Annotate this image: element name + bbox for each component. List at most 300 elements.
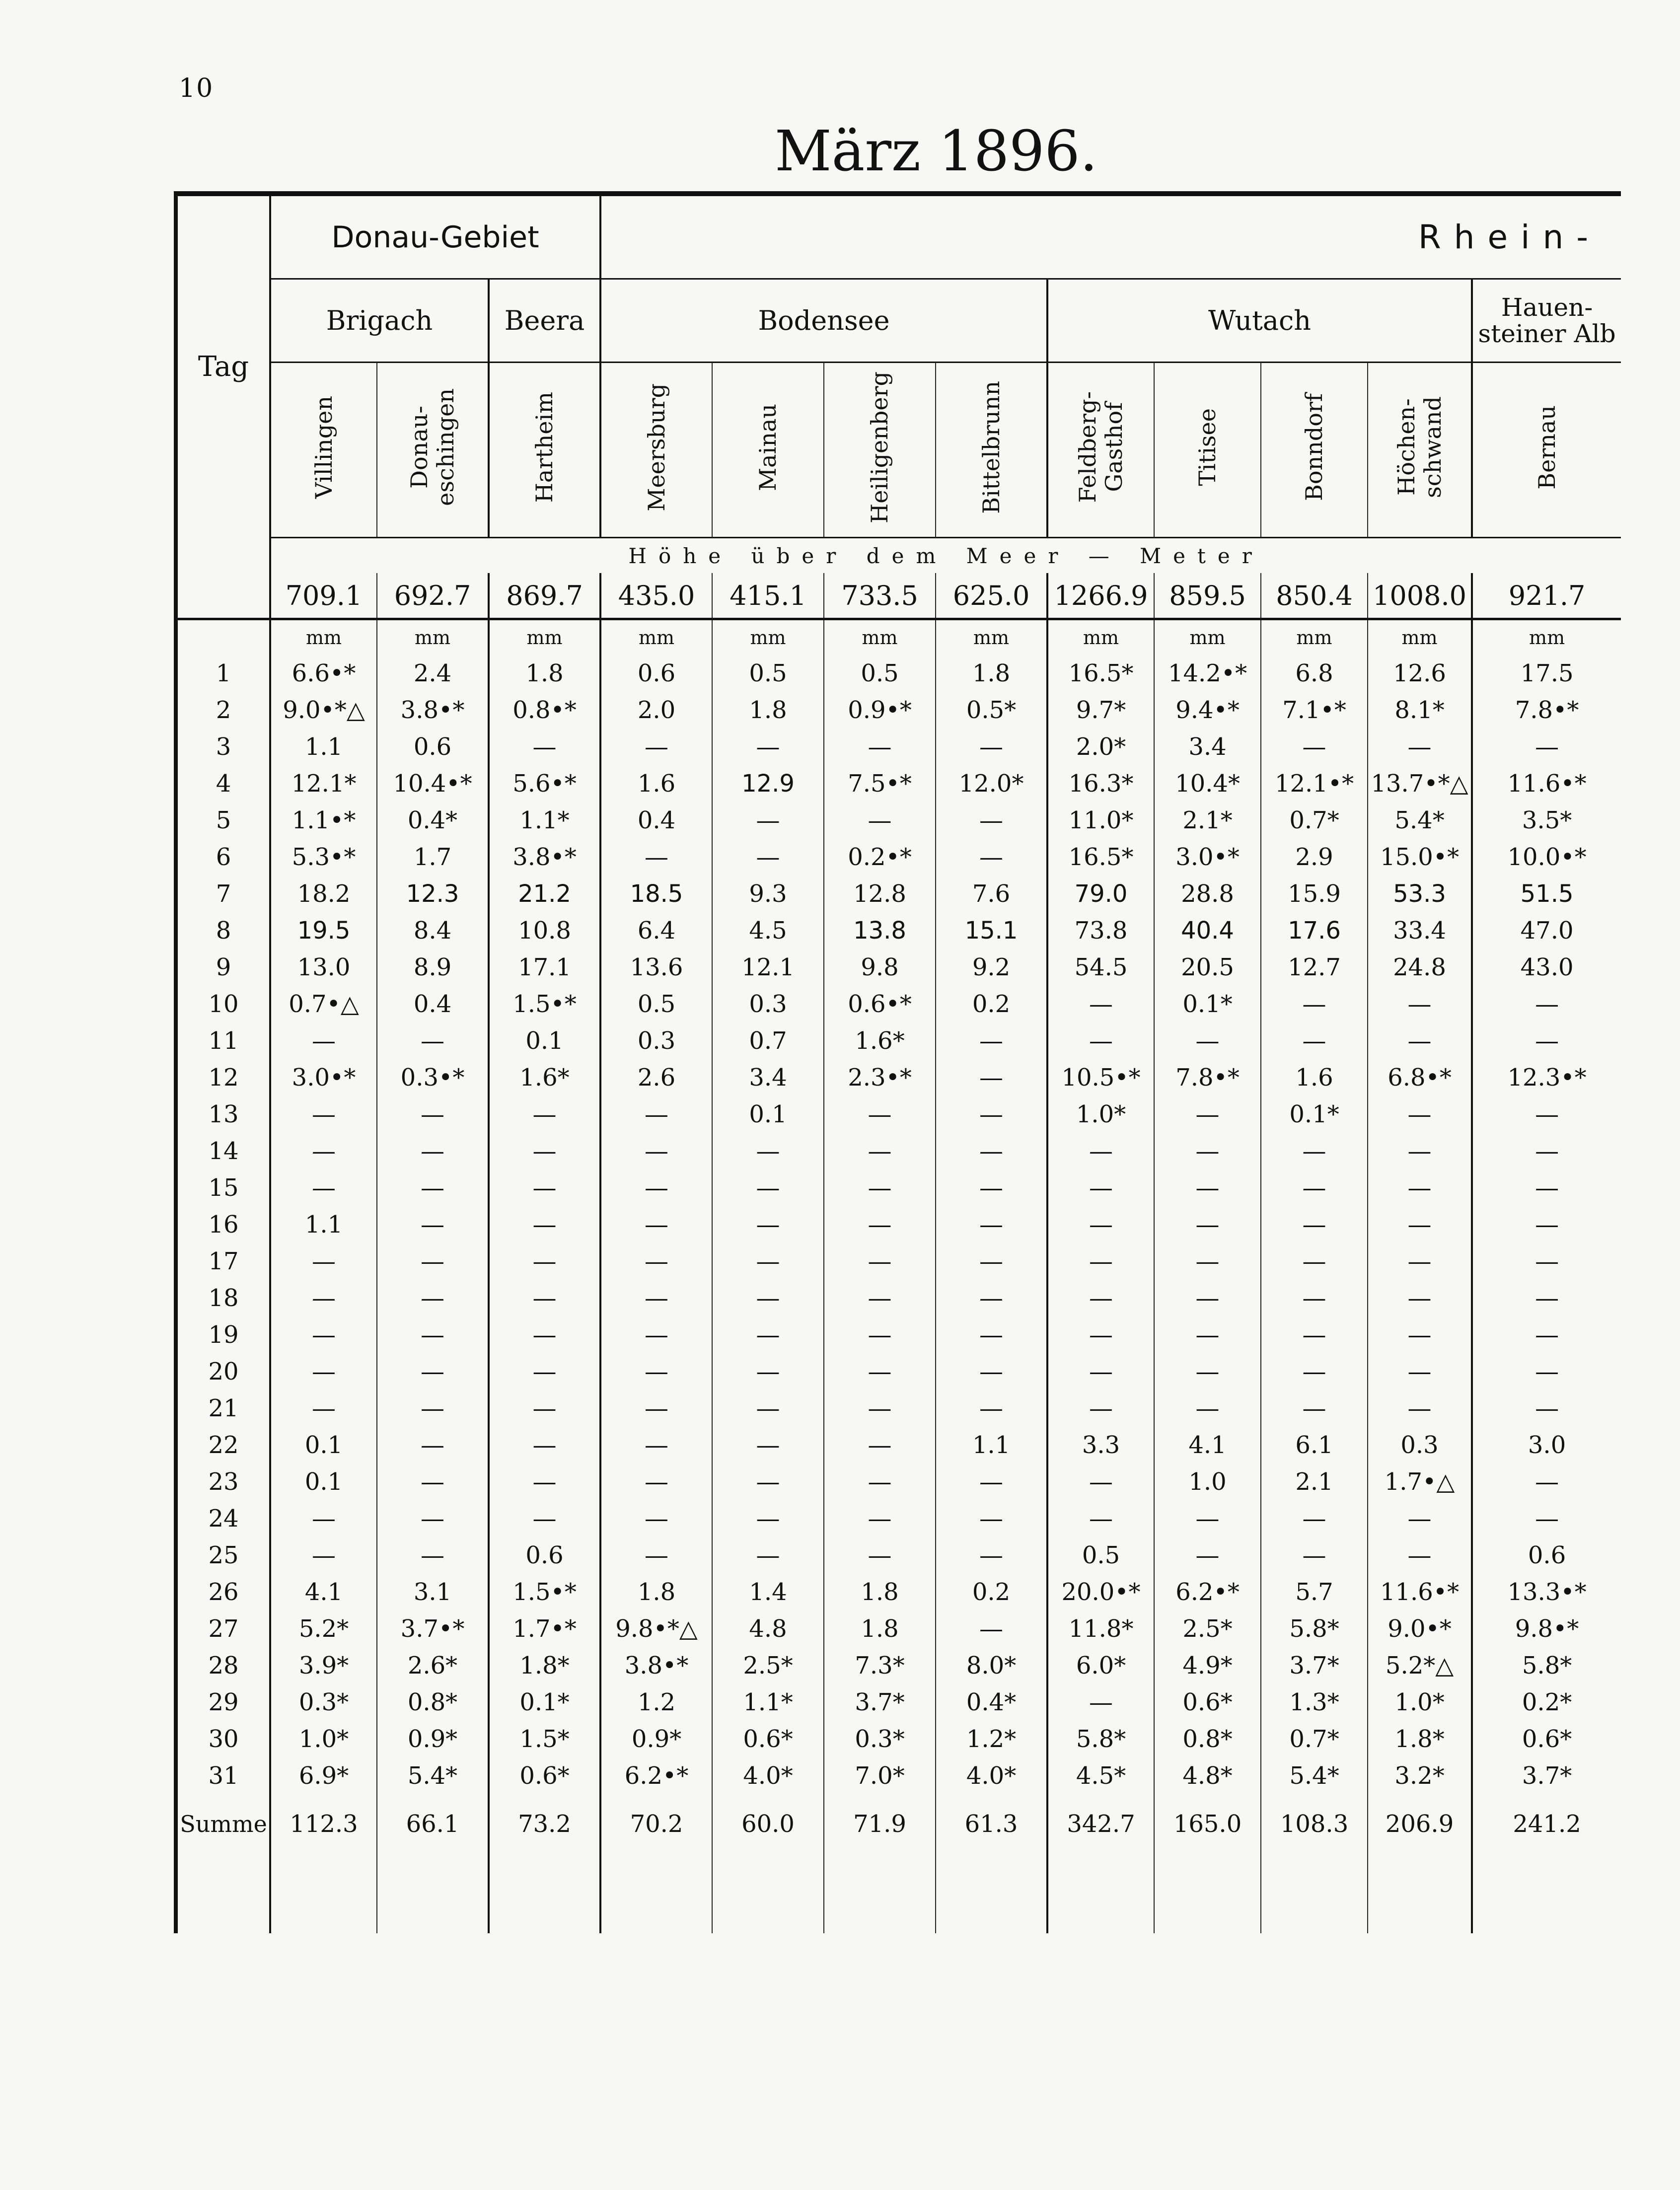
value-cell: 0.1*: [1154, 986, 1261, 1022]
tail-cell: [377, 1854, 489, 1933]
value-cell: —: [1047, 1353, 1154, 1390]
value-cell: 15.0•*: [1368, 839, 1472, 876]
value-cell: —: [270, 1243, 377, 1280]
value-cell: 1.0*: [270, 1721, 377, 1757]
value-cell: 16.5*: [1047, 839, 1154, 876]
value-cell: 0.1*: [1261, 1096, 1368, 1133]
day-cell: 6: [176, 839, 270, 876]
value-cell: —: [1154, 1096, 1261, 1133]
value-cell: 3.4: [1154, 729, 1261, 765]
river-hauensteiner-alb: Hauen- steiner Alb: [1472, 279, 1621, 363]
value-cell: —: [489, 729, 600, 765]
value-cell: 1.1: [936, 1427, 1047, 1463]
day-cell: 25: [176, 1537, 270, 1574]
value-cell: 0.5: [824, 655, 936, 692]
day-cell: 14: [176, 1133, 270, 1169]
tail-cell: [936, 1854, 1047, 1933]
value-cell: —: [1261, 1500, 1368, 1537]
value-cell: —: [1154, 1133, 1261, 1169]
value-cell: —: [936, 729, 1047, 765]
value-cell: 12.3: [377, 876, 489, 912]
value-cell: —: [824, 1169, 936, 1206]
value-cell: 21.2: [489, 876, 600, 912]
value-cell: 1.3*: [1261, 1684, 1368, 1721]
river-brigach: Brigach: [270, 279, 489, 363]
value-cell: 11.0*: [1047, 802, 1154, 839]
value-cell: 3.0•*: [1154, 839, 1261, 876]
value-cell: 9.3: [712, 876, 824, 912]
station-elevation: 869.7: [489, 573, 600, 619]
value-cell: 0.3•*: [377, 1059, 489, 1096]
value-cell: —: [1154, 1390, 1261, 1427]
value-cell: —: [1154, 1022, 1261, 1059]
sum-cell: 70.2: [600, 1794, 712, 1854]
station-name: Mainau: [754, 403, 782, 491]
value-cell: —: [824, 1427, 936, 1463]
station-header: [377, 363, 489, 538]
day-cell: 10: [176, 986, 270, 1022]
value-cell: 13.0: [270, 949, 377, 986]
sum-cell: 112.3: [270, 1794, 377, 1854]
value-cell: 11.8*: [1047, 1610, 1154, 1647]
value-cell: —: [936, 1243, 1047, 1280]
value-cell: —: [600, 1243, 712, 1280]
station-name: Feldberg- Gasthof: [1074, 391, 1128, 503]
value-cell: —: [600, 1390, 712, 1427]
value-cell: 0.5: [1047, 1537, 1154, 1574]
station-elevation: 709.1: [270, 573, 377, 619]
value-cell: —: [936, 1059, 1047, 1096]
value-cell: 7.6: [936, 876, 1047, 912]
value-cell: 4.1: [270, 1574, 377, 1610]
value-cell: —: [936, 1537, 1047, 1574]
day-cell: 4: [176, 765, 270, 802]
table-row: [176, 1316, 1621, 1353]
value-cell: 9.8•*: [1472, 1610, 1621, 1647]
value-cell: 1.6*: [489, 1059, 600, 1096]
value-cell: 20.0•*: [1047, 1574, 1154, 1610]
station-elevation: 435.0: [600, 573, 712, 619]
value-cell: —: [1047, 986, 1154, 1022]
value-cell: —: [1261, 1390, 1368, 1427]
value-cell: 18.5: [600, 876, 712, 912]
river-bodensee: Bodensee: [600, 279, 1047, 363]
day-cell: 20: [176, 1353, 270, 1390]
value-cell: 5.8*: [1261, 1610, 1368, 1647]
value-cell: 9.2: [936, 949, 1047, 986]
table-row: [176, 1243, 1621, 1280]
value-cell: 24.8: [1368, 949, 1472, 986]
value-cell: 5.4*: [1261, 1757, 1368, 1794]
value-cell: —: [377, 1427, 489, 1463]
value-cell: —: [270, 1537, 377, 1574]
day-cell: 12: [176, 1059, 270, 1096]
value-cell: 0.1: [489, 1022, 600, 1059]
table-row: [176, 1169, 1621, 1206]
value-cell: 9.4•*: [1154, 692, 1261, 729]
value-cell: 8.1*: [1368, 692, 1472, 729]
value-cell: —: [712, 1390, 824, 1427]
value-cell: 1.1: [270, 729, 377, 765]
value-cell: 0.4: [600, 802, 712, 839]
day-cell: 30: [176, 1721, 270, 1757]
station-name: Heiligenberg: [866, 371, 893, 523]
value-cell: —: [936, 1022, 1047, 1059]
value-cell: —: [824, 1206, 936, 1243]
value-cell: 10.5•*: [1047, 1059, 1154, 1096]
unit-spacer: [176, 619, 270, 656]
value-cell: 11.6•*: [1472, 765, 1621, 802]
unit-label: mm: [712, 619, 824, 656]
table-row: [176, 655, 1621, 692]
value-cell: —: [1261, 1280, 1368, 1316]
station-name: Bernau: [1533, 405, 1560, 490]
value-cell: —: [1472, 1206, 1621, 1243]
day-column-header: Tag: [176, 194, 270, 538]
value-cell: 4.8*: [1154, 1757, 1261, 1794]
value-cell: 4.9*: [1154, 1647, 1261, 1684]
table-row: [176, 1537, 1621, 1574]
value-cell: —: [1047, 1243, 1154, 1280]
tail-cell: [600, 1854, 712, 1933]
unit-label: mm: [270, 619, 377, 656]
station-name: Höchen- schwand: [1392, 396, 1446, 498]
value-cell: 1.1•*: [270, 802, 377, 839]
value-cell: —: [1472, 1390, 1621, 1427]
value-cell: 1.8: [936, 655, 1047, 692]
value-cell: —: [489, 1353, 600, 1390]
value-cell: 17.1: [489, 949, 600, 986]
value-cell: —: [936, 1133, 1047, 1169]
value-cell: 12.7: [1261, 949, 1368, 986]
value-cell: —: [1368, 1133, 1472, 1169]
value-cell: 7.3*: [824, 1647, 936, 1684]
unit-label: mm: [1472, 619, 1621, 656]
value-cell: 0.3*: [270, 1684, 377, 1721]
table-row: [176, 1647, 1621, 1684]
value-cell: 8.4: [377, 912, 489, 949]
value-cell: 7.1•*: [1261, 692, 1368, 729]
station-elevation: 733.5: [824, 573, 936, 619]
value-cell: 3.8•*: [489, 839, 600, 876]
value-cell: 47.0: [1472, 912, 1621, 949]
value-cell: —: [824, 1500, 936, 1537]
value-cell: —: [1261, 1206, 1368, 1243]
station-header: [1261, 363, 1368, 538]
value-cell: 3.0: [1472, 1427, 1621, 1463]
value-cell: —: [600, 729, 712, 765]
unit-label: mm: [824, 619, 936, 656]
value-cell: 1.5•*: [489, 1574, 600, 1610]
value-cell: —: [1368, 1537, 1472, 1574]
value-cell: —: [936, 1206, 1047, 1243]
table-row: [176, 1133, 1621, 1169]
value-cell: —: [1261, 1243, 1368, 1280]
value-cell: —: [1047, 1169, 1154, 1206]
value-cell: 4.0*: [936, 1757, 1047, 1794]
value-cell: 11.6•*: [1368, 1574, 1472, 1610]
table-row: [176, 1096, 1621, 1133]
value-cell: —: [712, 839, 824, 876]
value-cell: 12.8: [824, 876, 936, 912]
precipitation-table: [174, 191, 1621, 1933]
value-cell: —: [377, 1206, 489, 1243]
value-cell: —: [1368, 729, 1472, 765]
day-cell: 5: [176, 802, 270, 839]
value-cell: 16.3*: [1047, 765, 1154, 802]
table-row: [176, 1427, 1621, 1463]
value-cell: 1.8: [824, 1610, 936, 1647]
value-cell: —: [1472, 1280, 1621, 1316]
value-cell: —: [824, 1463, 936, 1500]
value-cell: —: [1154, 1316, 1261, 1353]
day-cell: 17: [176, 1243, 270, 1280]
table-row: [176, 692, 1621, 729]
value-cell: —: [712, 802, 824, 839]
value-cell: —: [270, 1353, 377, 1390]
value-cell: 0.3*: [824, 1721, 936, 1757]
value-cell: 13.7•*△: [1368, 765, 1472, 802]
value-cell: 1.8: [712, 692, 824, 729]
value-cell: 13.6: [600, 949, 712, 986]
value-cell: —: [824, 729, 936, 765]
table-row: [176, 912, 1621, 949]
page-number: 10: [179, 73, 214, 103]
value-cell: 0.6•*: [824, 986, 936, 1022]
sum-row: [176, 1794, 1621, 1854]
value-cell: 0.1*: [489, 1684, 600, 1721]
station-header: [600, 363, 712, 538]
value-cell: —: [712, 1427, 824, 1463]
day-cell: 28: [176, 1647, 270, 1684]
value-cell: —: [936, 1610, 1047, 1647]
value-cell: —: [1472, 1133, 1621, 1169]
station-header: [1472, 363, 1621, 538]
value-cell: —: [1472, 1243, 1621, 1280]
value-cell: —: [712, 1133, 824, 1169]
value-cell: 3.8•*: [377, 692, 489, 729]
value-cell: 2.9: [1261, 839, 1368, 876]
value-cell: —: [1472, 1022, 1621, 1059]
value-cell: —: [824, 1537, 936, 1574]
value-cell: 3.1: [377, 1574, 489, 1610]
value-cell: 5.8*: [1047, 1721, 1154, 1757]
station-elevation: 921.7: [1472, 573, 1621, 619]
table-row: [176, 1390, 1621, 1427]
station-elevation: 692.7: [377, 573, 489, 619]
value-cell: 1.8: [824, 1574, 936, 1610]
value-cell: 1.1: [270, 1206, 377, 1243]
value-cell: 5.3•*: [270, 839, 377, 876]
table-row: [176, 839, 1621, 876]
value-cell: 33.4: [1368, 912, 1472, 949]
station-header: [712, 363, 824, 538]
value-cell: —: [600, 1500, 712, 1537]
unit-label: mm: [1047, 619, 1154, 656]
value-cell: 0.3: [712, 986, 824, 1022]
tail-cell: [1261, 1854, 1368, 1933]
value-cell: 7.0*: [824, 1757, 936, 1794]
value-cell: —: [1368, 1022, 1472, 1059]
value-cell: 3.0•*: [270, 1059, 377, 1096]
value-cell: —: [270, 1316, 377, 1353]
value-cell: —: [377, 1537, 489, 1574]
value-cell: 1.1*: [489, 802, 600, 839]
value-cell: —: [377, 1353, 489, 1390]
value-cell: 1.8*: [1368, 1721, 1472, 1757]
value-cell: —: [600, 1427, 712, 1463]
value-cell: 2.4: [377, 655, 489, 692]
value-cell: 13.8: [824, 912, 936, 949]
unit-label: mm: [1154, 619, 1261, 656]
day-cell: 7: [176, 876, 270, 912]
value-cell: —: [377, 1169, 489, 1206]
value-cell: 6.1: [1261, 1427, 1368, 1463]
value-cell: —: [1472, 1316, 1621, 1353]
day-cell: 3: [176, 729, 270, 765]
value-cell: 2.0: [600, 692, 712, 729]
unit-label: mm: [600, 619, 712, 656]
value-cell: —: [377, 1243, 489, 1280]
value-cell: 17.5: [1472, 655, 1621, 692]
value-cell: —: [824, 1390, 936, 1427]
value-cell: —: [712, 1537, 824, 1574]
value-cell: —: [1368, 1390, 1472, 1427]
value-cell: 0.9*: [377, 1721, 489, 1757]
table-row: [176, 876, 1621, 912]
unit-row: [176, 619, 1621, 656]
value-cell: —: [377, 1096, 489, 1133]
station-elevation: 859.5: [1154, 573, 1261, 619]
tail-cell: [824, 1854, 936, 1933]
value-cell: 16.5*: [1047, 655, 1154, 692]
value-cell: 0.8•*: [489, 692, 600, 729]
value-cell: 5.2*△: [1368, 1647, 1472, 1684]
elevation-spacer: [176, 573, 270, 619]
value-cell: —: [824, 802, 936, 839]
value-cell: 6.2•*: [600, 1757, 712, 1794]
value-cell: —: [600, 1537, 712, 1574]
value-cell: 0.2: [936, 986, 1047, 1022]
value-cell: 20.5: [1154, 949, 1261, 986]
value-cell: —: [1261, 986, 1368, 1022]
value-cell: 4.0*: [712, 1757, 824, 1794]
value-cell: —: [712, 1169, 824, 1206]
day-cell: 31: [176, 1757, 270, 1794]
value-cell: 0.3: [600, 1022, 712, 1059]
value-cell: 1.2*: [936, 1721, 1047, 1757]
value-cell: —: [1047, 1390, 1154, 1427]
value-cell: —: [377, 1463, 489, 1500]
value-cell: 1.6: [1261, 1059, 1368, 1096]
value-cell: 15.1: [936, 912, 1047, 949]
value-cell: 0.6: [600, 655, 712, 692]
value-cell: 79.0: [1047, 876, 1154, 912]
value-cell: 3.5*: [1472, 802, 1621, 839]
value-cell: —: [600, 1280, 712, 1316]
value-cell: —: [270, 1169, 377, 1206]
river-header-row: [176, 279, 1621, 363]
day-cell: 11: [176, 1022, 270, 1059]
value-cell: 6.0*: [1047, 1647, 1154, 1684]
value-cell: —: [936, 1096, 1047, 1133]
value-cell: 8.0*: [936, 1647, 1047, 1684]
value-cell: 12.9: [712, 765, 824, 802]
value-cell: —: [1472, 1096, 1621, 1133]
elevation-caption: Höhe über dem Meer — Meter: [270, 538, 1621, 574]
station-header: [489, 363, 600, 538]
day-cell: 18: [176, 1280, 270, 1316]
elevation-caption-row: [176, 538, 1621, 574]
value-cell: —: [489, 1243, 600, 1280]
table-row: [176, 1574, 1621, 1610]
value-cell: 0.5: [600, 986, 712, 1022]
station-header: [1047, 363, 1154, 538]
value-cell: 0.8*: [1154, 1721, 1261, 1757]
value-cell: —: [1047, 1463, 1154, 1500]
value-cell: 1.8*: [489, 1647, 600, 1684]
value-cell: —: [1368, 1243, 1472, 1280]
value-cell: 6.8•*: [1368, 1059, 1472, 1096]
value-cell: —: [489, 1280, 600, 1316]
value-cell: —: [1154, 1500, 1261, 1537]
value-cell: —: [936, 1316, 1047, 1353]
value-cell: —: [1472, 1463, 1621, 1500]
value-cell: —: [1368, 1280, 1472, 1316]
station-elevation: 625.0: [936, 573, 1047, 619]
value-cell: —: [1368, 1096, 1472, 1133]
value-cell: 9.0•*△: [270, 692, 377, 729]
value-cell: 1.5•*: [489, 986, 600, 1022]
value-cell: 5.2*: [270, 1610, 377, 1647]
value-cell: 10.4•*: [377, 765, 489, 802]
value-cell: —: [1261, 1022, 1368, 1059]
value-cell: —: [489, 1463, 600, 1500]
value-cell: 0.1: [712, 1096, 824, 1133]
tail-cell: [1154, 1854, 1261, 1933]
tail-cell: [176, 1854, 270, 1933]
station-name: Donau- eschingen: [406, 388, 459, 506]
value-cell: 0.6*: [1472, 1721, 1621, 1757]
value-cell: —: [1261, 1169, 1368, 1206]
value-cell: 0.5: [712, 655, 824, 692]
region-rhein: Rhein-: [600, 194, 1621, 279]
value-cell: 0.9*: [600, 1721, 712, 1757]
elevation-row: [176, 573, 1621, 619]
table-tail: [176, 1854, 1621, 1933]
value-cell: —: [600, 1353, 712, 1390]
table-row: [176, 986, 1621, 1022]
value-cell: —: [1261, 1353, 1368, 1390]
value-cell: —: [1472, 986, 1621, 1022]
value-cell: —: [936, 802, 1047, 839]
station-elevation: 850.4: [1261, 573, 1368, 619]
value-cell: 2.0*: [1047, 729, 1154, 765]
value-cell: —: [936, 1463, 1047, 1500]
value-cell: —: [600, 1096, 712, 1133]
value-cell: —: [1368, 986, 1472, 1022]
value-cell: —: [936, 1169, 1047, 1206]
value-cell: 5.4*: [1368, 802, 1472, 839]
value-cell: —: [1472, 1169, 1621, 1206]
value-cell: —: [712, 1280, 824, 1316]
value-cell: —: [1047, 1500, 1154, 1537]
value-cell: —: [489, 1316, 600, 1353]
value-cell: 9.8: [824, 949, 936, 986]
value-cell: 3.7•*: [377, 1610, 489, 1647]
value-cell: 0.1: [270, 1463, 377, 1500]
station-header: [270, 363, 377, 538]
